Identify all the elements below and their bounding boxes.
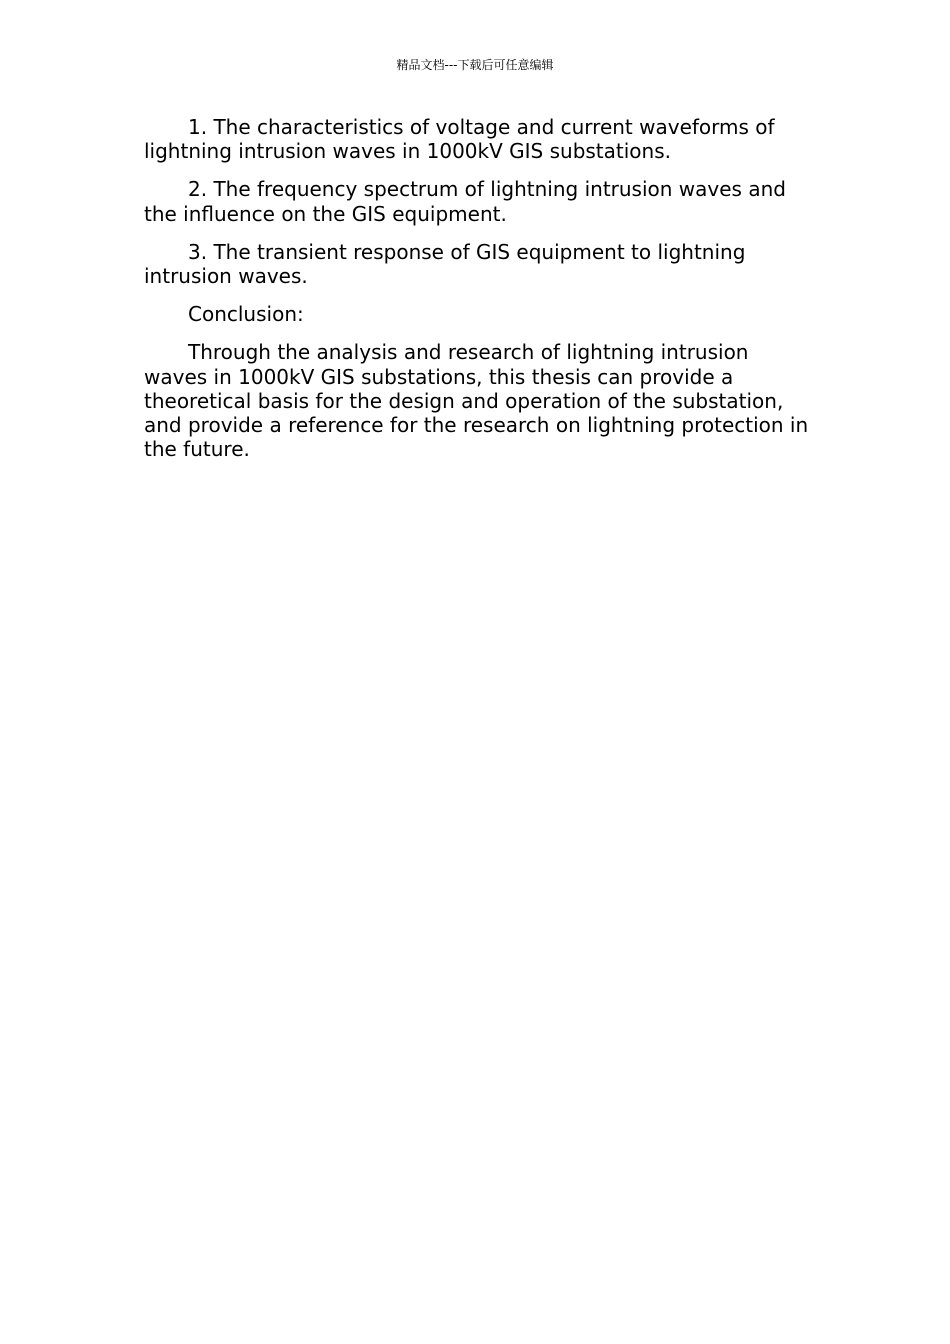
paragraph-item-3: 3. The transient response of GIS equipment to lightning intrusion waves. (144, 239, 746, 289)
conclusion-paragraph: Through the analysis and research of lightning intrusion waves in 1000kV GIS substations, this thesis can provide a theoretical basis for the design and operation of the substation, and provide a reference for the research on lightning protection in the future. (144, 340, 809, 462)
paragraph-item-2: 2. The frequency spectrum of lightning intrusion waves and the influence on the GIS equipment. (144, 177, 786, 226)
page-header: 精品文档---下载后可任意编辑 (396, 58, 554, 72)
conclusion-heading: Conclusion: (188, 302, 304, 327)
paragraph-item-1: 1. The characteristics of voltage and current waveforms of lightning intrusion waves in 1000kV GIS substations. (144, 115, 775, 164)
document-body (144, 115, 809, 475)
